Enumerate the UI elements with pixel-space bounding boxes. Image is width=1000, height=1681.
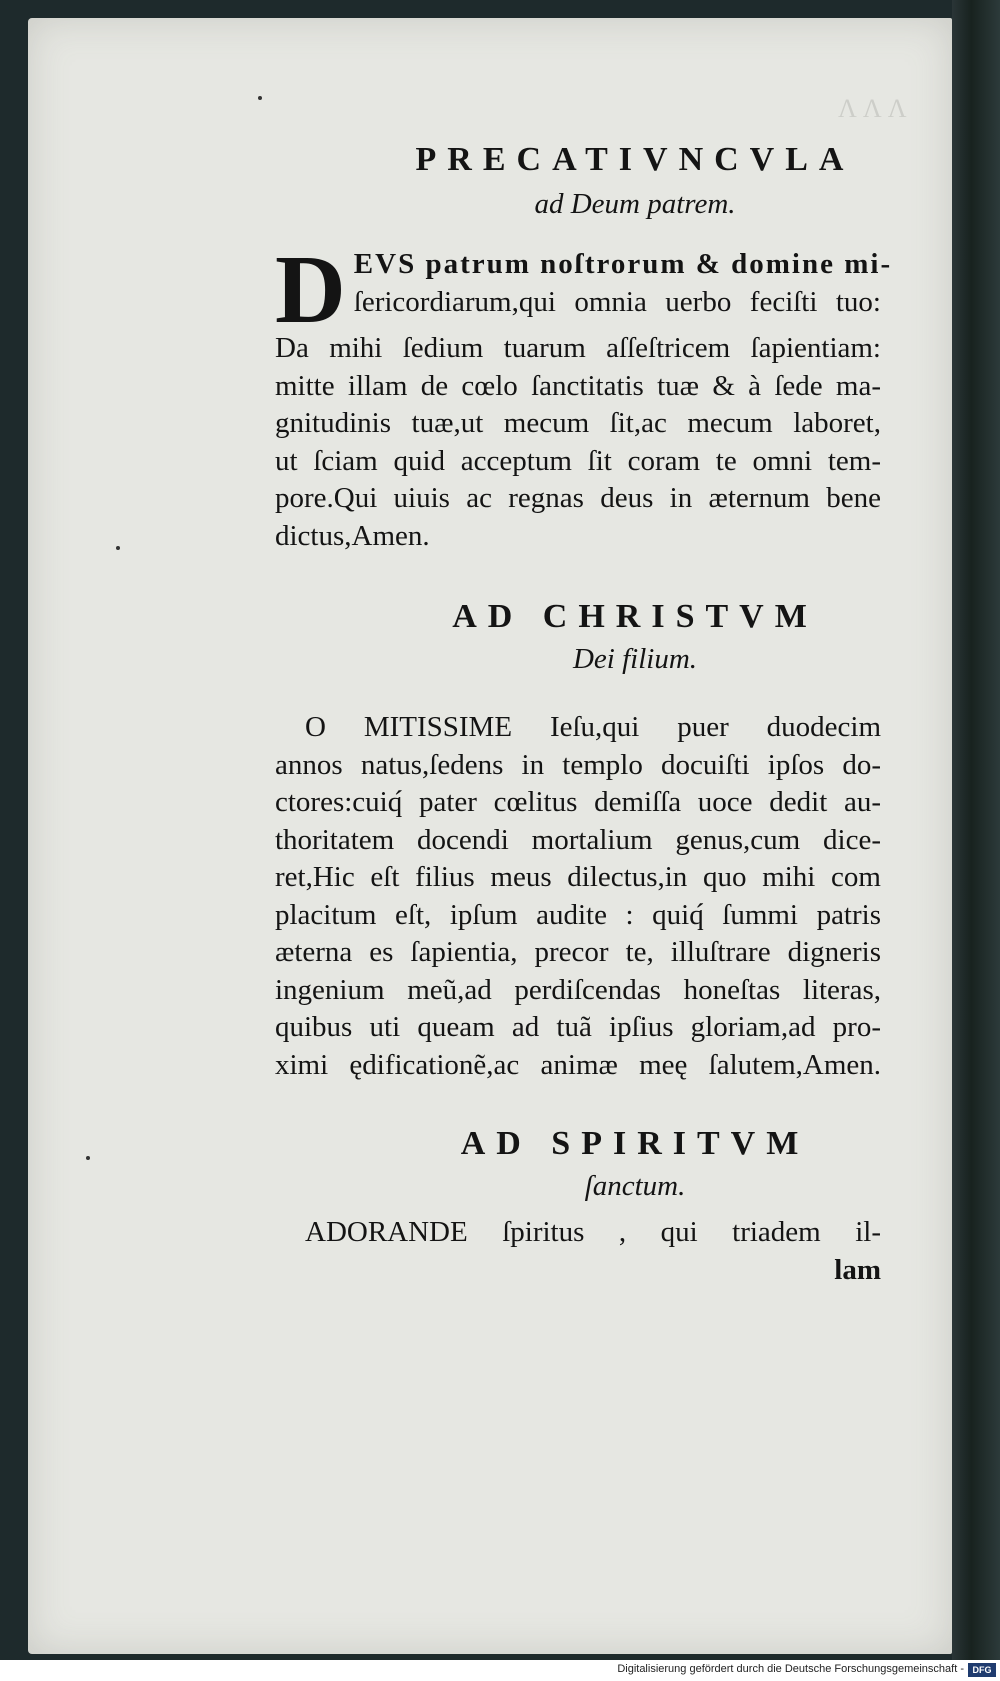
text-line: ADORANDE ſpiritus , qui triadem il-	[305, 1216, 881, 1248]
text-line: ut ſciam quid acceptum ſit coram te omni tem-	[275, 444, 881, 477]
section-subheading: ſanctum.	[584, 1170, 686, 1202]
section-subheading: ad Deum patrem.	[534, 188, 736, 220]
text-line: ſericordiarum,qui omnia uerbo feciſti tuo:	[353, 285, 881, 318]
text-line: annos natus,ſedens in templo docuiſti ipſos do-	[275, 748, 881, 781]
prayer-paragraph	[275, 236, 893, 555]
text-line: pore.Qui uiuis ac regnas deus in æternum bene	[275, 482, 881, 514]
text-line: ret,Hic eſt filius meus dilectus,in quo mihi com	[275, 861, 881, 893]
prayer-paragraph	[275, 709, 881, 1084]
text-line: O MITISSIME Ieſu,qui puer duodecim	[305, 711, 881, 743]
text-line: æterna es ſapientia, precor te, illuſtrare digneris	[275, 936, 881, 968]
book-spine	[952, 0, 1000, 1660]
text-line: placitum eſt, ipſum audite : quiq́ ſummi patris	[275, 898, 881, 931]
text-line: quibus uti queam ad tuã ipſius gloriam,ad pro-	[275, 1011, 881, 1043]
text-line: ctores:cuiq́ pater cœlitus demiſſa uoce dedit au-	[275, 786, 881, 818]
footer-bar	[0, 1660, 1000, 1681]
text-line: thoritatem docendi mortalium genus,cum dice-	[275, 823, 881, 856]
ink-speck	[116, 546, 120, 550]
section-heading: AD SPIRITVM	[460, 1125, 810, 1162]
text-block	[275, 128, 955, 1289]
section-subheading: Dei filium.	[572, 643, 698, 675]
ink-speck	[258, 96, 262, 100]
text-line: mitte illam de cœlo ſanctitatis tuæ & à ſede ma-	[275, 369, 881, 402]
text-line: dictus,Amen.	[275, 519, 430, 552]
section-heading: AD CHRISTVM	[452, 598, 818, 635]
section-heading: PRECATIVNCVLA	[415, 141, 855, 178]
text-line: ximi ędificationẽ,ac animæ meę ſalutem,Amen.	[275, 1048, 881, 1081]
footer-credit: Digitalisierung gefördert durch die Deutsche Forschungsgemeinschaft -	[617, 1663, 964, 1675]
ink-speck	[86, 1156, 90, 1160]
text-line: EVS patrum noſtrorum & domine mi-	[353, 248, 893, 280]
bleed-through-text: ΛΛΛ	[838, 94, 913, 123]
text-line: Da mihi ſedium tuarum aſſeſtricem ſapientiam:	[275, 332, 881, 364]
drop-capital: D	[275, 236, 346, 344]
text-line: gnitudinis tuæ,ut mecum ſit,ac mecum laboret,	[275, 407, 881, 439]
dfg-logo: DFG	[968, 1663, 996, 1677]
text-line: ingenium meũ,ad perdiſcendas honeſtas literas,	[275, 973, 881, 1006]
prayer-paragraph	[275, 1214, 881, 1289]
catchword: lam	[834, 1253, 881, 1286]
